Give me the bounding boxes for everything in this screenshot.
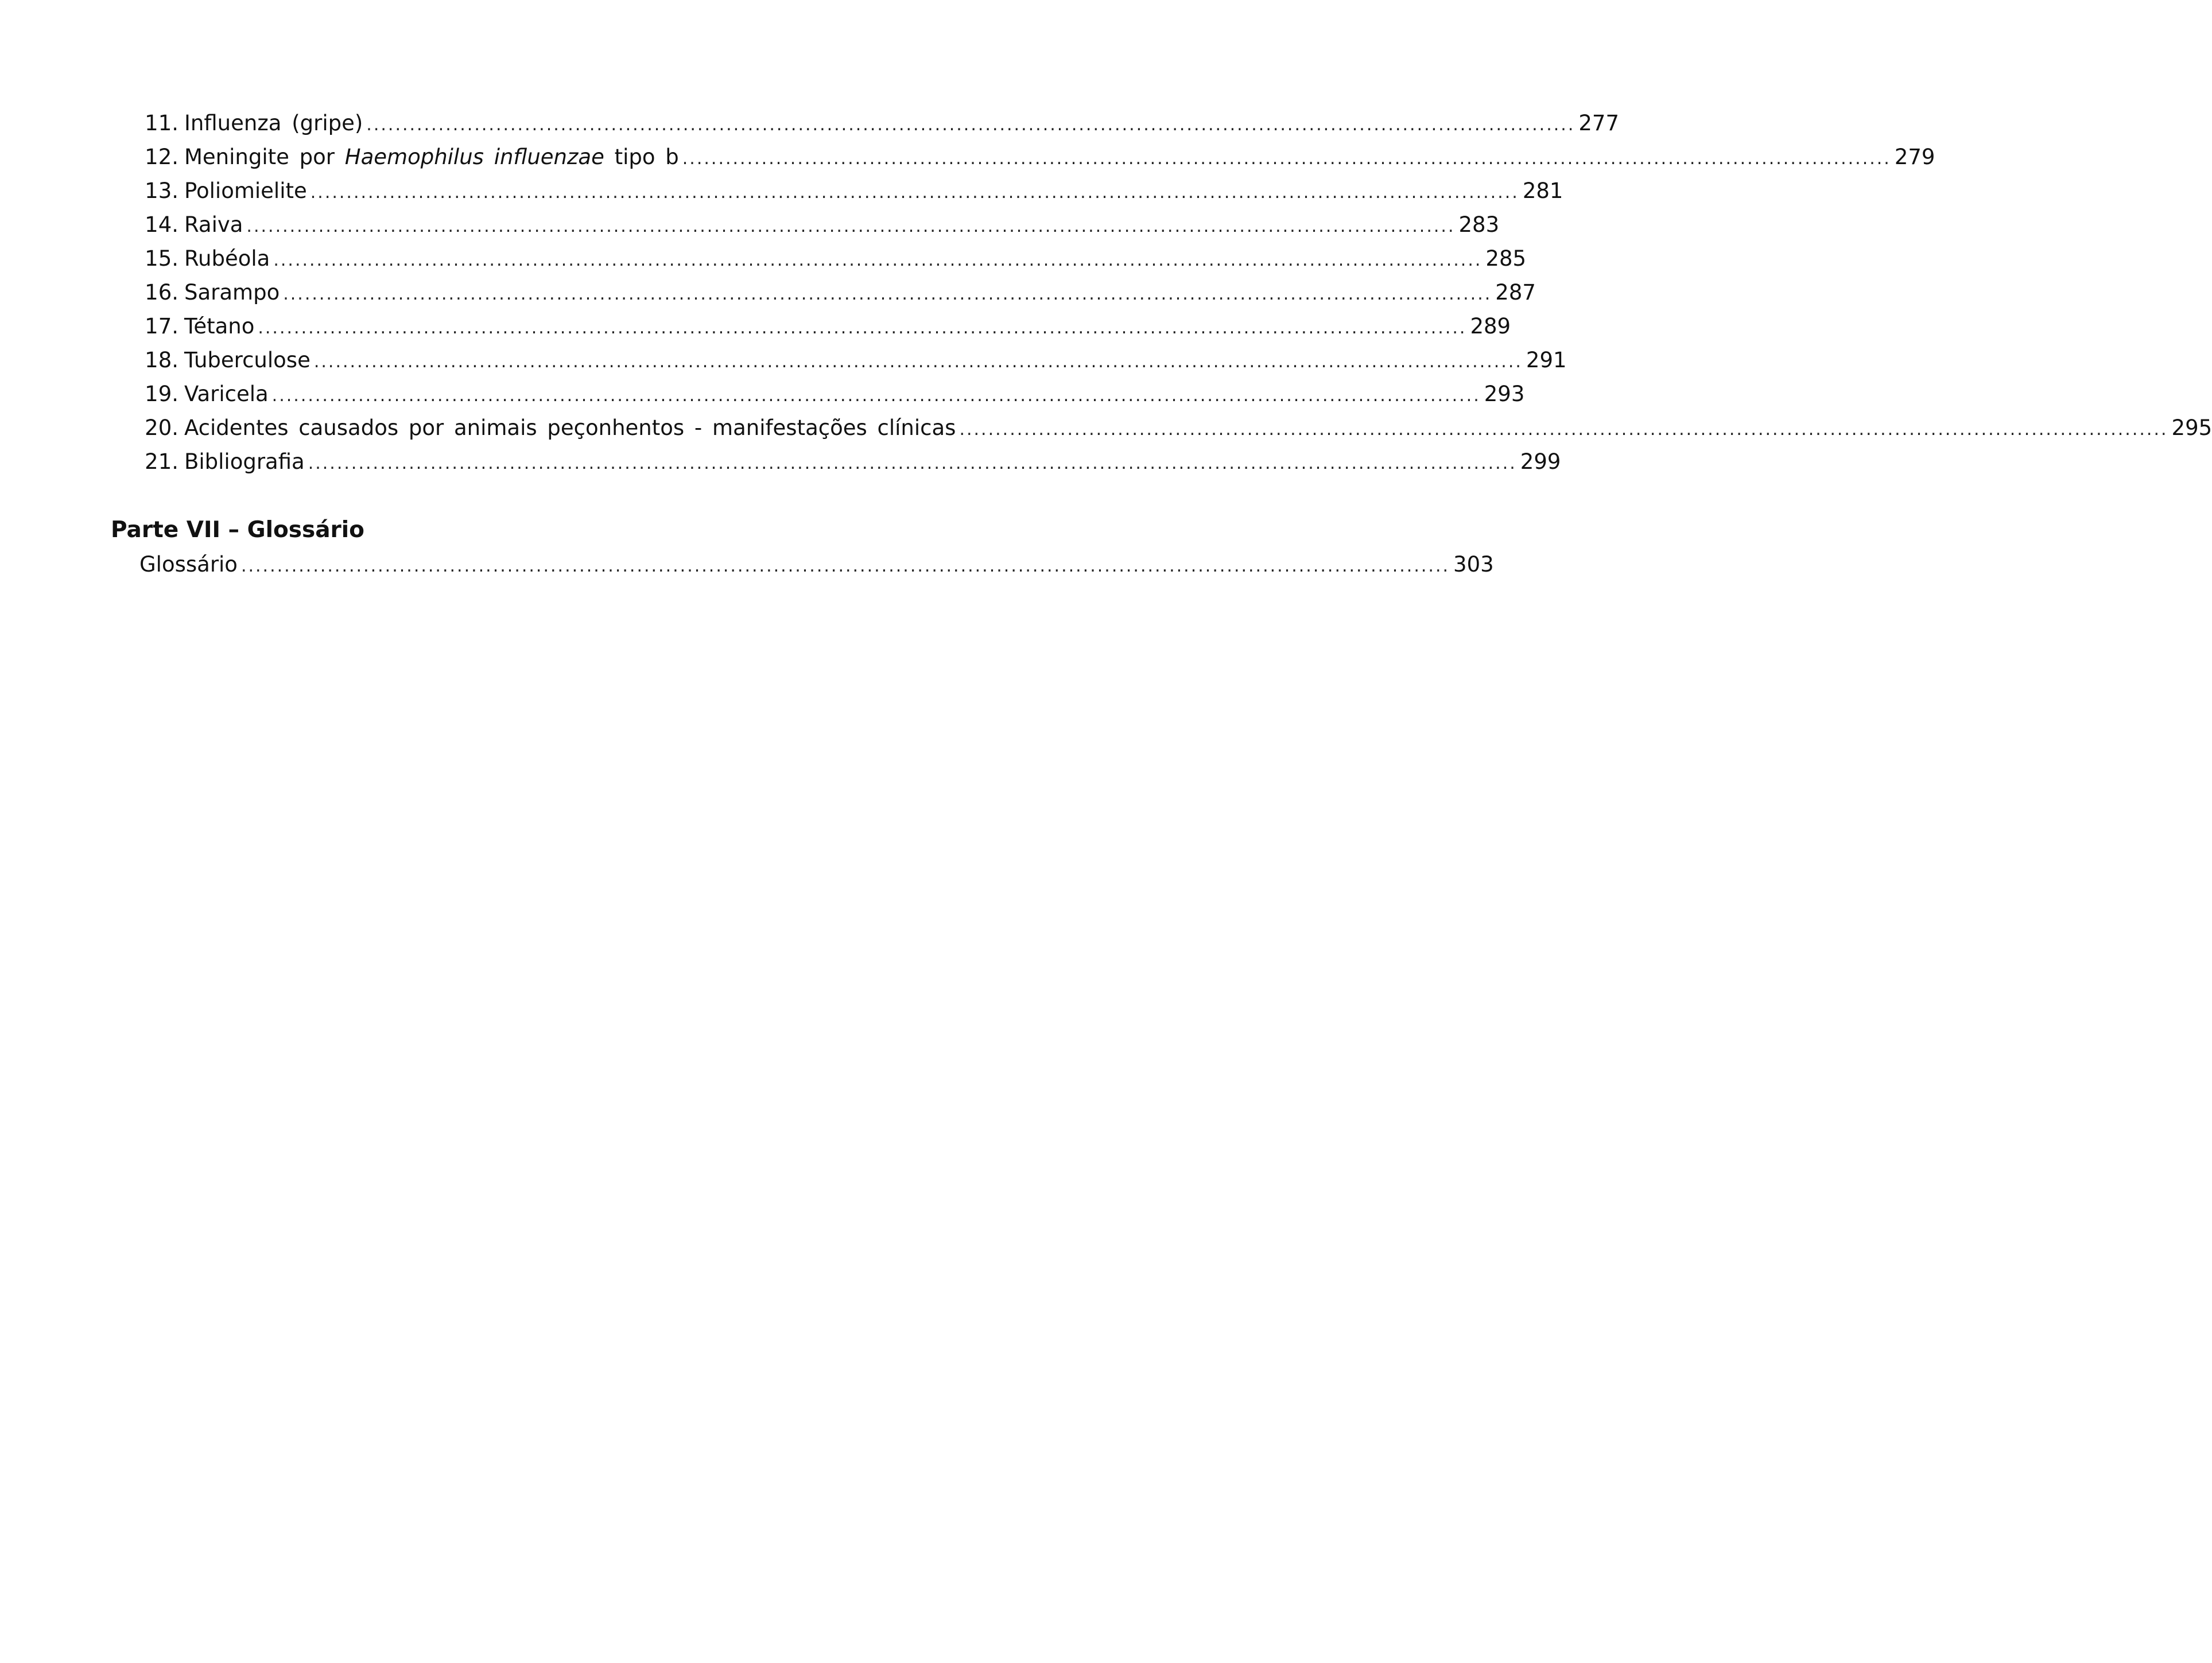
toc-entry-acidentes[interactable]: [139, 411, 2212, 445]
toc-entry-varicela[interactable]: [139, 377, 1525, 411]
toc-entry-page: 299: [1520, 449, 1561, 474]
toc-entry-number: 21.: [145, 449, 178, 474]
toc-leader-dots: ........................................................................................................................................................................: [258, 318, 1467, 338]
part-heading: Parte VII – Glossário: [111, 517, 364, 543]
toc-entry-number: 13.: [145, 178, 178, 203]
toc-leader-dots: ........................................................................................................................................................................: [366, 115, 1575, 135]
toc-leader-dots: ........................................................................................................................................................................: [310, 182, 1519, 203]
toc-entry-number: 19.: [145, 382, 178, 406]
toc-entry-number: 20.: [145, 415, 178, 440]
toc-entry-title: Poliomielite: [184, 178, 307, 203]
toc-entry-title: Glossário: [139, 552, 238, 577]
toc-entry-number: 14.: [145, 212, 178, 237]
toc-entry-title: [184, 140, 679, 174]
toc-entry-title: Acidentes causados por animais peçonhentos - manifestações clínicas: [184, 415, 956, 440]
toc-entry-page: 291: [1526, 348, 1567, 372]
toc-leader-dots: ........................................................................................................................................................................: [271, 386, 1481, 406]
toc-entry-title: Tétano: [184, 314, 255, 339]
toc-entry-title: Varicela: [184, 382, 269, 406]
toc-entry-rubeola[interactable]: [139, 242, 1527, 276]
toc-entry-number: 16.: [145, 280, 178, 305]
toc-entry-tetano[interactable]: [139, 309, 1511, 344]
toc-entry-tuberculose[interactable]: [139, 343, 1567, 378]
toc-leader-dots: ........................................................................................................................................................................: [308, 453, 1517, 473]
toc-entry-number: 17.: [145, 314, 178, 339]
toc-entry-title: Influenza (gripe): [184, 111, 363, 135]
toc-leader-dots: ........................................................................................................................................................................: [273, 250, 1483, 270]
toc-entry-title: Bibliografia: [184, 449, 305, 474]
toc-leader-dots: ........................................................................................................................................................................: [246, 216, 1456, 236]
toc-entry-number: 18.: [145, 348, 178, 372]
toc-entry-page: 293: [1484, 382, 1525, 406]
toc-entry-page: 303: [1453, 552, 1494, 577]
toc-leader-dots: ........................................................................................................................................................................: [283, 284, 1492, 304]
toc-entry-page: 295: [2171, 415, 2212, 440]
toc-entry-title: Tuberculose: [184, 348, 311, 372]
toc-entry-page: 277: [1578, 111, 1619, 135]
toc-entry-raiva[interactable]: [139, 208, 1500, 242]
toc-leader-dots: ........................................................................................................................................................................: [313, 352, 1523, 372]
toc-entry-number: 15.: [145, 246, 178, 271]
toc-entry-page: 289: [1470, 314, 1511, 339]
toc-entry-influenza[interactable]: [139, 106, 1619, 141]
toc-entry-number: 11.: [145, 111, 178, 135]
toc-leader-dots: ........................................................................................................................................................................: [959, 419, 2168, 440]
toc-entry-sarampo[interactable]: [139, 275, 1536, 310]
toc-entry-bibliografia[interactable]: [139, 445, 1561, 479]
toc-entry-page: 283: [1458, 212, 1500, 237]
toc-entry-title: Raiva: [184, 212, 243, 237]
toc-entry-title-prefix: Meningite por: [184, 145, 345, 169]
toc-leader-dots: ........................................................................................................................................................................: [682, 149, 1891, 169]
toc-entry-poliomielite[interactable]: [139, 174, 1563, 208]
toc-entry-title-italic: Haemophilus influenzae: [344, 145, 604, 169]
toc-entry-page: 281: [1522, 178, 1563, 203]
toc-entry-title: Sarampo: [184, 280, 280, 305]
toc-entry-page: 285: [1485, 246, 1527, 271]
toc-entry-title-suffix: tipo b: [604, 145, 679, 169]
toc-entry-meningite[interactable]: [139, 140, 1935, 174]
toc-entry-glossario[interactable]: [139, 547, 1494, 582]
toc-entry-number: 12.: [145, 145, 178, 169]
toc-leader-dots: ........................................................................................................................................................................: [240, 556, 1450, 576]
toc-entry-title: Rubéola: [184, 246, 270, 271]
toc-entry-page: 279: [1894, 145, 1935, 169]
toc-entry-page: 287: [1495, 280, 1536, 305]
